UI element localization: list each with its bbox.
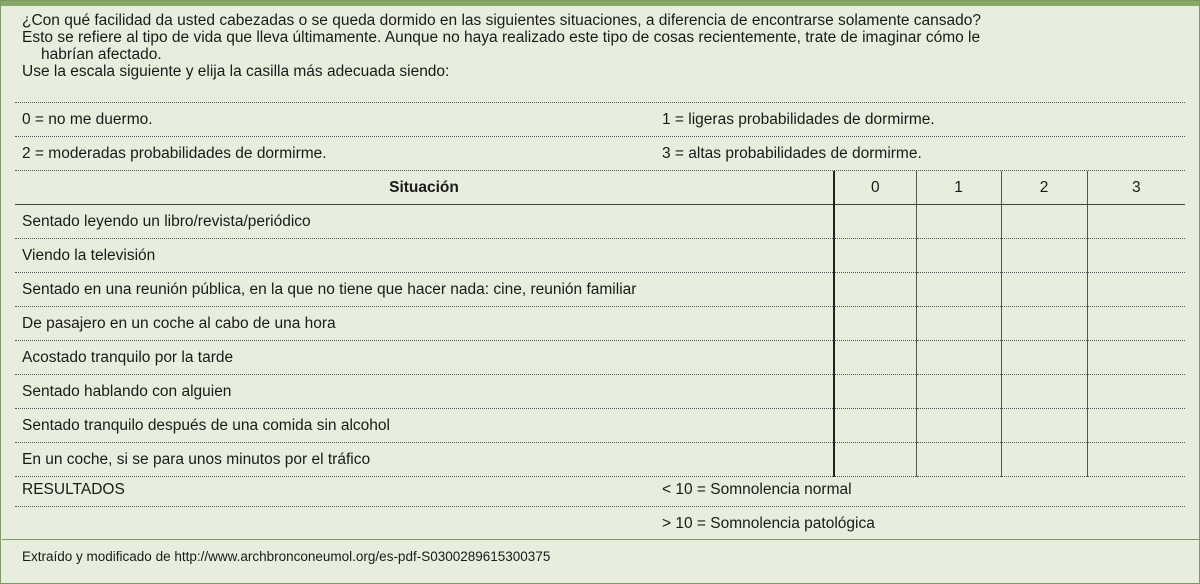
table-row [15, 409, 1185, 443]
instructions-line-4: Use la escala siguiente y elija la casilla más adecuada siendo: [22, 63, 450, 80]
score-cell-2[interactable] [1001, 307, 1087, 341]
score-cell-3[interactable] [1087, 307, 1185, 341]
situation-label: En un coche, si se para unos minutos por el tráfico [15, 443, 834, 477]
score-cell-3[interactable] [1087, 443, 1185, 477]
footer-divider [2, 539, 1199, 540]
score-cell-2[interactable] [1001, 375, 1087, 409]
score-cell-1[interactable] [916, 273, 1001, 307]
instructions-line-1: ¿Con qué facilidad da usted cabezadas o se queda dormido en las siguientes situaciones, a diferencia de encontrarse solamente cansado? [22, 12, 982, 29]
header-score-1: 1 [916, 171, 1001, 205]
instructions-line-2: Esto se refiere al tipo de vida que lleva últimamente. Aunque no haya realizado este tipo de cosas recientemente, trate de imaginar cómo le [22, 29, 981, 46]
source-note: Extraído y modificado de http://www.archbronconeumol.org/es-pdf-S0300289615300375 [22, 549, 551, 564]
table-header-row [15, 171, 1185, 205]
score-cell-3[interactable] [1087, 341, 1185, 375]
score-cell-1[interactable] [916, 307, 1001, 341]
score-cell-3[interactable] [1087, 375, 1185, 409]
score-cell-1[interactable] [916, 375, 1001, 409]
score-cell-1[interactable] [916, 341, 1001, 375]
score-cell-1[interactable] [916, 205, 1001, 239]
results-row-2 [15, 507, 1185, 540]
score-cell-0[interactable] [834, 205, 916, 239]
score-cell-0[interactable] [834, 307, 916, 341]
scale-3-label: 3 = altas probabilidades de dormirme. [662, 145, 922, 162]
header-score-0: 0 [834, 171, 916, 205]
situations-table [15, 171, 1185, 477]
top-accent-bar [1, 1, 1199, 6]
situation-label: Sentado leyendo un libro/revista/periódico [15, 205, 834, 239]
score-cell-3[interactable] [1087, 239, 1185, 273]
score-cell-2[interactable] [1001, 341, 1087, 375]
situation-label: Viendo la televisión [15, 239, 834, 273]
score-cell-0[interactable] [834, 375, 916, 409]
scale-0-label: 0 = no me duermo. [22, 111, 153, 128]
score-cell-0[interactable] [834, 443, 916, 477]
score-cell-0[interactable] [834, 239, 916, 273]
situation-label: De pasajero en un coche al cabo de una hora [15, 307, 834, 341]
scale-2-label: 2 = moderadas probabilidades de dormirme. [22, 145, 327, 162]
results-label: RESULTADOS [22, 481, 125, 498]
results-normal: < 10 = Somnolencia normal [662, 481, 852, 498]
table-row [15, 205, 1185, 239]
score-cell-3[interactable] [1087, 205, 1185, 239]
scale-1-label: 1 = ligeras probabilidades de dormirme. [662, 111, 935, 128]
scale-row-2 [15, 137, 1185, 171]
header-score-2: 2 [1001, 171, 1087, 205]
table-row [15, 239, 1185, 273]
score-cell-3[interactable] [1087, 409, 1185, 443]
score-cell-2[interactable] [1001, 205, 1087, 239]
score-cell-2[interactable] [1001, 273, 1087, 307]
situation-label: Sentado tranquilo después de una comida sin alcohol [15, 409, 834, 443]
scale-row-1 [15, 103, 1185, 137]
table-row [15, 375, 1185, 409]
instructions [22, 12, 1182, 80]
score-cell-2[interactable] [1001, 409, 1087, 443]
situation-label: Acostado tranquilo por la tarde [15, 341, 834, 375]
score-cell-2[interactable] [1001, 239, 1087, 273]
results-row-1 [15, 473, 1185, 507]
score-cell-1[interactable] [916, 239, 1001, 273]
situation-label: Sentado en una reunión pública, en la que no tiene que hacer nada: cine, reunión familiar [15, 273, 834, 307]
table-row [15, 443, 1185, 477]
results-pathological: > 10 = Somnolencia patológica [662, 515, 875, 532]
header-score-3: 3 [1087, 171, 1185, 205]
table-row [15, 341, 1185, 375]
score-cell-0[interactable] [834, 409, 916, 443]
score-cell-1[interactable] [916, 409, 1001, 443]
score-cell-1[interactable] [916, 443, 1001, 477]
header-situation: Situación [15, 171, 834, 205]
score-cell-0[interactable] [834, 341, 916, 375]
score-cell-2[interactable] [1001, 443, 1087, 477]
score-cell-3[interactable] [1087, 273, 1185, 307]
table-row [15, 307, 1185, 341]
table-row [15, 273, 1185, 307]
score-cell-0[interactable] [834, 273, 916, 307]
instructions-line-3: habrían afectado. [41, 46, 162, 63]
situation-label: Sentado hablando con alguien [15, 375, 834, 409]
